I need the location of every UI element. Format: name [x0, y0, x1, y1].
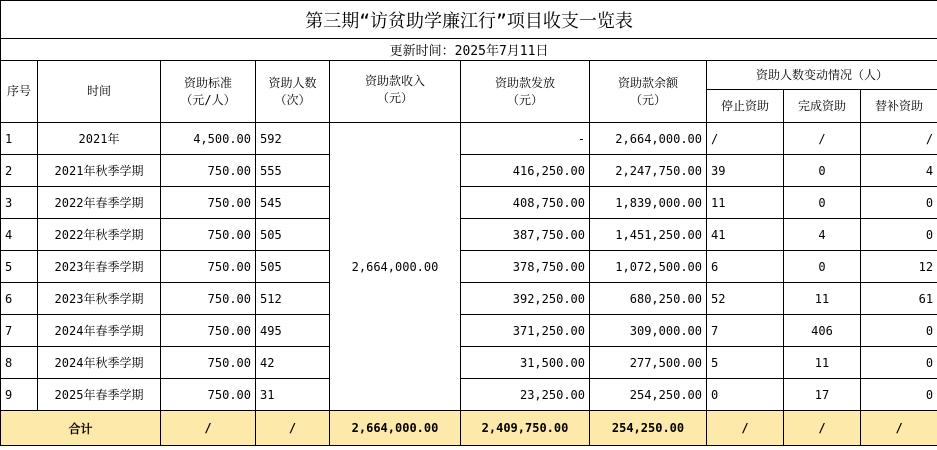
table-row	[1, 251, 937, 283]
cell-issued: 416,250.00	[461, 155, 590, 187]
cell-time: 2024年春季学期	[38, 315, 161, 347]
total-row	[1, 411, 937, 446]
cell-no: 8	[1, 347, 38, 379]
cell-issued: 23,250.00	[461, 379, 590, 411]
cell-complete: 406	[784, 315, 861, 347]
header-persons: 资助人数 （次）	[256, 61, 330, 123]
cell-replace: 12	[861, 251, 937, 283]
cell-balance: 1,839,000.00	[590, 187, 707, 219]
cell-standard: 750.00	[161, 379, 256, 411]
cell-replace: 0	[861, 187, 937, 219]
table-row	[1, 283, 937, 315]
cell-stop: /	[707, 123, 784, 155]
header-complete: 完成资助	[784, 90, 861, 123]
table-row	[1, 347, 937, 379]
cell-stop: 7	[707, 315, 784, 347]
table-body	[1, 123, 937, 411]
cell-complete: 0	[784, 187, 861, 219]
cell-balance: 309,000.00	[590, 315, 707, 347]
header-income: 资助款收入 （元）	[330, 61, 461, 123]
cell-time: 2021年	[38, 123, 161, 155]
cell-persons: 31	[256, 379, 330, 411]
cell-time: 2023年春季学期	[38, 251, 161, 283]
update-time: 更新时间：2025年7月11日	[1, 39, 937, 61]
cell-stop: 0	[707, 379, 784, 411]
cell-balance: 680,250.00	[590, 283, 707, 315]
cell-issued: 31,500.00	[461, 347, 590, 379]
cell-replace: /	[861, 123, 937, 155]
cell-time: 2023年秋季学期	[38, 283, 161, 315]
cell-no: 3	[1, 187, 38, 219]
cell-no: 4	[1, 219, 38, 251]
header-time: 时间	[38, 61, 161, 123]
header-replace: 替补资助	[861, 90, 937, 123]
total-label: 合计	[1, 411, 161, 446]
total-income: 2,664,000.00	[330, 411, 461, 446]
cell-issued: 371,250.00	[461, 315, 590, 347]
cell-replace: 0	[861, 379, 937, 411]
cell-persons: 42	[256, 347, 330, 379]
cell-complete: 0	[784, 155, 861, 187]
table-row	[1, 123, 937, 155]
cell-balance: 1,072,500.00	[590, 251, 707, 283]
table-row	[1, 155, 937, 187]
header-change-group: 资助人数变动情况（人）	[707, 61, 937, 90]
total-replace: /	[861, 411, 937, 446]
table-row	[1, 219, 937, 251]
cell-replace: 0	[861, 347, 937, 379]
cell-no: 5	[1, 251, 38, 283]
cell-stop: 41	[707, 219, 784, 251]
cell-balance: 2,664,000.00	[590, 123, 707, 155]
cell-no: 1	[1, 123, 38, 155]
table-row	[1, 187, 937, 219]
cell-replace: 0	[861, 315, 937, 347]
cell-no: 7	[1, 315, 38, 347]
page-title: 第三期“访贫助学廉江行”项目收支一览表	[1, 1, 937, 39]
cell-issued: 387,750.00	[461, 219, 590, 251]
cell-issued: 392,250.00	[461, 283, 590, 315]
header-standard: 资助标准 （元/人）	[161, 61, 256, 123]
cell-time: 2024年秋季学期	[38, 347, 161, 379]
header-no: 序号	[1, 61, 38, 123]
cell-balance: 277,500.00	[590, 347, 707, 379]
total-complete: /	[784, 411, 861, 446]
cell-standard: 750.00	[161, 187, 256, 219]
cell-no: 9	[1, 379, 38, 411]
cell-balance: 2,247,750.00	[590, 155, 707, 187]
cell-persons: 512	[256, 283, 330, 315]
cell-balance: 254,250.00	[590, 379, 707, 411]
cell-standard: 750.00	[161, 315, 256, 347]
cell-no: 2	[1, 155, 38, 187]
cell-persons: 592	[256, 123, 330, 155]
cell-complete: 11	[784, 347, 861, 379]
cell-stop: 11	[707, 187, 784, 219]
cell-standard: 750.00	[161, 347, 256, 379]
cell-complete: 17	[784, 379, 861, 411]
table-row	[1, 315, 937, 347]
cell-standard: 4,500.00	[161, 123, 256, 155]
cell-balance: 1,451,250.00	[590, 219, 707, 251]
cell-issued: -	[461, 123, 590, 155]
cell-replace: 4	[861, 155, 937, 187]
cell-issued: 408,750.00	[461, 187, 590, 219]
cell-persons: 555	[256, 155, 330, 187]
cell-standard: 750.00	[161, 155, 256, 187]
cell-time: 2022年秋季学期	[38, 219, 161, 251]
cell-issued: 378,750.00	[461, 251, 590, 283]
cell-persons: 545	[256, 187, 330, 219]
total-stop: /	[707, 411, 784, 446]
cell-replace: 61	[861, 283, 937, 315]
cell-standard: 750.00	[161, 283, 256, 315]
cell-complete: 0	[784, 251, 861, 283]
total-issued: 2,409,750.00	[461, 411, 590, 446]
cell-standard: 750.00	[161, 251, 256, 283]
header-balance: 资助款余额 （元）	[590, 61, 707, 123]
total-standard: /	[161, 411, 256, 446]
cell-persons: 505	[256, 251, 330, 283]
cell-time: 2021年秋季学期	[38, 155, 161, 187]
table-row	[1, 379, 937, 411]
total-balance: 254,250.00	[590, 411, 707, 446]
cell-time: 2025年春季学期	[38, 379, 161, 411]
cell-stop: 39	[707, 155, 784, 187]
cell-stop: 6	[707, 251, 784, 283]
cell-complete: 4	[784, 219, 861, 251]
cell-persons: 505	[256, 219, 330, 251]
header-issued: 资助款发放 （元）	[461, 61, 590, 123]
cell-income-merged: 2,664,000.00	[330, 123, 461, 411]
cell-no: 6	[1, 283, 38, 315]
cell-persons: 495	[256, 315, 330, 347]
cell-standard: 750.00	[161, 219, 256, 251]
cell-complete: 11	[784, 283, 861, 315]
cell-time: 2022年春季学期	[38, 187, 161, 219]
header-stop: 停止资助	[707, 90, 784, 123]
cell-complete: /	[784, 123, 861, 155]
total-persons: /	[256, 411, 330, 446]
cell-stop: 5	[707, 347, 784, 379]
cell-replace: 0	[861, 219, 937, 251]
cell-stop: 52	[707, 283, 784, 315]
